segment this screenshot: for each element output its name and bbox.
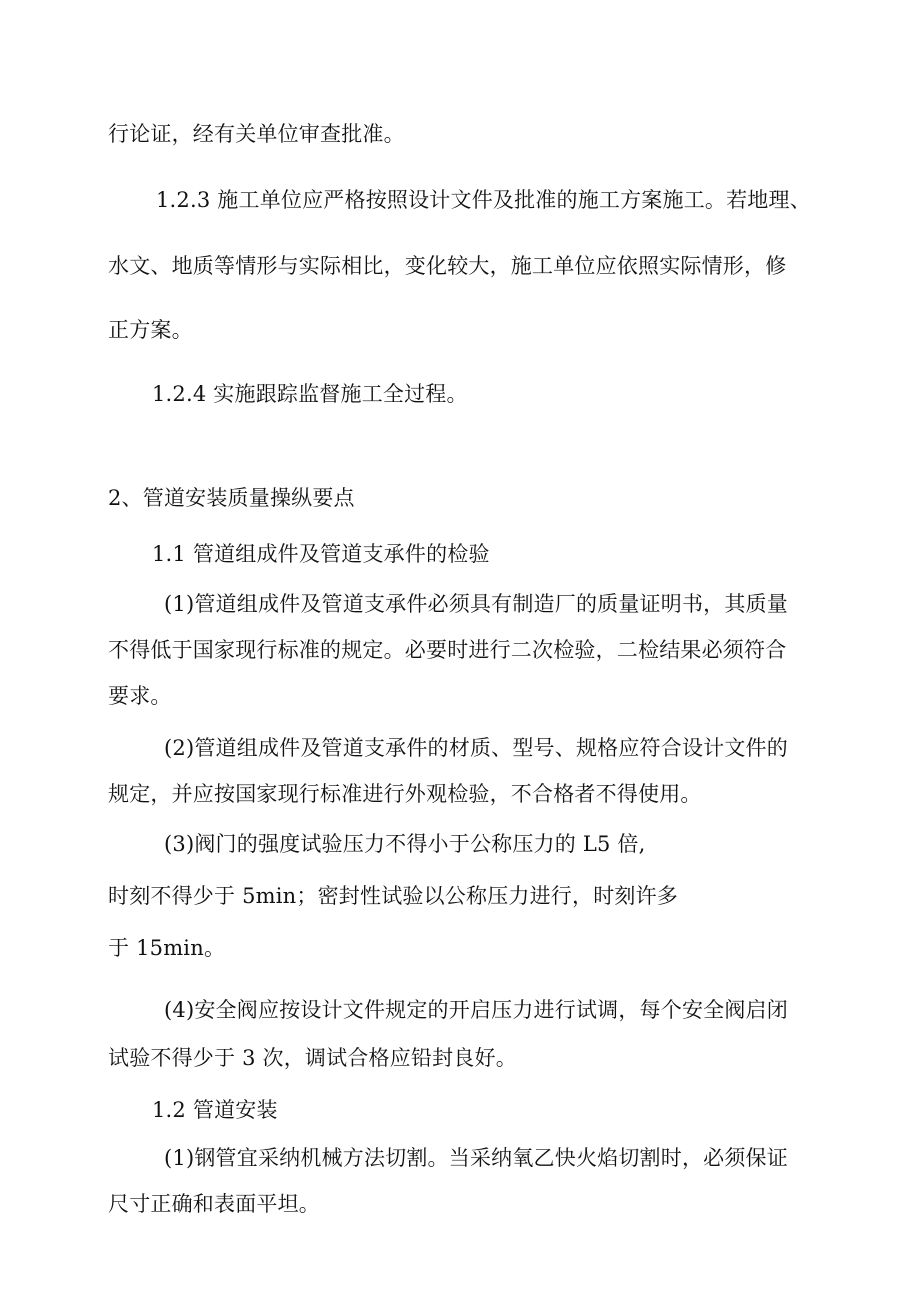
text-line: 水文、地质等情形与实际相比，变化较大，施工单位应依照实际情形，修 [108,254,787,278]
text-line: 1.2.4 实施跟踪监督施工全过程。 [152,382,468,406]
text-line: (4)安全阀应按设计文件规定的开启压力进行试调，每个安全阀启闭 [164,998,788,1022]
text-line: 不得低于国家现行标准的规定。必要时进行二次检验，二检结果必须符合 [108,638,787,662]
text-line: 要求。 [108,684,172,708]
text-line: (1)管道组成件及管道支承件必须具有制造厂的质量证明书，其质量 [164,592,788,616]
subsection-heading: 1.2 管道安装 [152,1098,278,1122]
text-line: (1)钢管宜采纳机械方法切割。当采纳氧乙快火焰切割时，必须保证 [164,1146,788,1170]
text-line: 正方案。 [108,318,193,342]
text-line: 1.2.3 施工单位应严格按照设计文件及批准的施工方案施工。若地理、 [156,188,811,212]
subsection-heading: 1.1 管道组成件及管道支承件的检验 [152,542,490,566]
text-line: (2)管道组成件及管道支承件的材质、型号、规格应符合设计文件的 [164,736,788,760]
text-line: 行论证，经有关单位审查批准。 [108,122,405,146]
text-line: 尺寸正确和表面平坦。 [108,1192,320,1216]
text-line: 试验不得少于 3 次，调试合格应铅封良好。 [108,1046,517,1070]
text-line: 时刻不得少于 5min；密封性试验以公称压力进行，时刻许多 [108,884,678,908]
text-line: 于 15min。 [108,936,226,960]
text-line: (3)阀门的强度试验压力不得小于公称压力的 L5 倍, [164,832,646,856]
text-line: 规定，并应按国家现行标准进行外观检验，不合格者不得使用。 [108,782,702,806]
section-heading: 2、管道安装质量操纵要点 [108,486,355,510]
